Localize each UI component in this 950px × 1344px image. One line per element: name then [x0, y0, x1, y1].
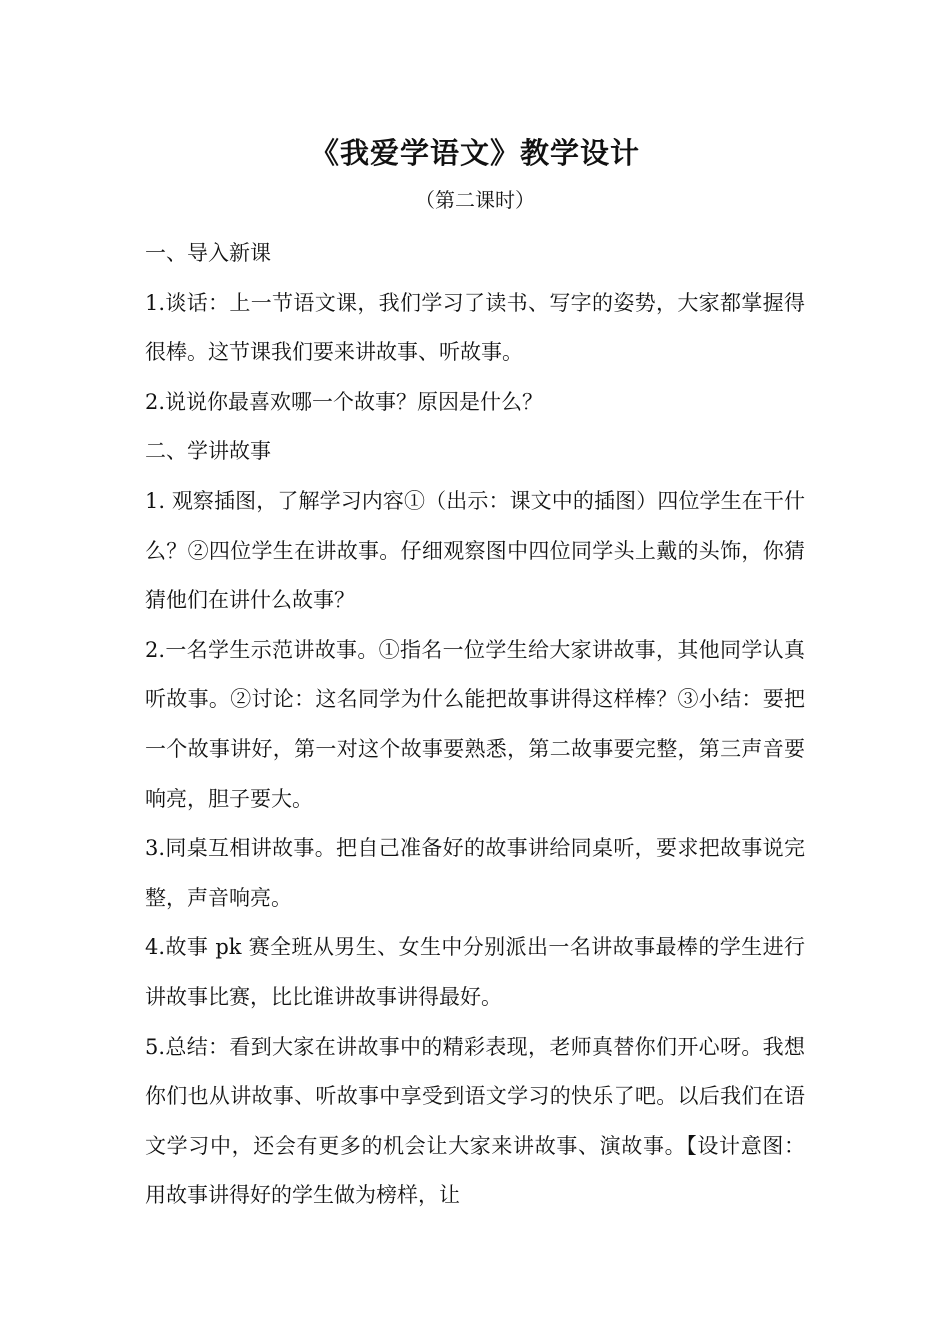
- document-title: 《我爱学语文》教学设计: [309, 136, 640, 170]
- paragraph-student-demo: 2.一名学生示范讲故事。①指名一位学生给大家讲故事，其他同学认真听故事。②讨论：这名同学为什么能把故事讲得这样棒？③小结：要把一个故事讲好，第一对这个故事要熟悉，第二故事要完整，第三声音要响亮，胆子要大。: [145, 637, 805, 811]
- paragraph-summary: 5.总结：看到大家在讲故事中的精彩表现，老师真替你们开心呀。我想你们也从讲故事、听故事中享受到语文学习的快乐了吧。以后我们在语文学习中，还会有更多的机会让大家来讲故事、演故事。【设计意图：用故事讲得好的学生做为榜样，让: [145, 1034, 805, 1208]
- paragraph-talk: 1.谈话：上一节语文课，我们学习了读书、写字的姿势，大家都掌握得很棒。这节课我们要来讲故事、听故事。: [145, 290, 805, 365]
- paragraph-favorite-story: 2.说说你最喜欢哪一个故事？原因是什么？: [145, 389, 544, 414]
- paragraph-observe-illustration: 1. 观察插图，了解学习内容①（出示：课文中的插图）四位学生在干什么？②四位学生在讲故事。仔细观察图中四位同学头上戴的头饰，你猜猜他们在讲什么故事？: [145, 488, 805, 613]
- section-heading-learn-stories: 二、学讲故事: [145, 439, 271, 464]
- section-heading-intro: 一、导入新课: [145, 241, 271, 265]
- document-body: [145, 229, 805, 1221]
- paragraph-story-contest: 4.故事 pk 赛全班从男生、女生中分别派出一名讲故事最棒的学生进行讲故事比赛，比比谁讲故事讲得最好。: [145, 935, 805, 1009]
- document-subtitle: （第二课时）: [415, 188, 535, 212]
- paragraph-deskmate-stories: 3.同桌互相讲故事。把自己准备好的故事讲给同桌听，要求把故事说完整，声音响亮。: [145, 836, 805, 910]
